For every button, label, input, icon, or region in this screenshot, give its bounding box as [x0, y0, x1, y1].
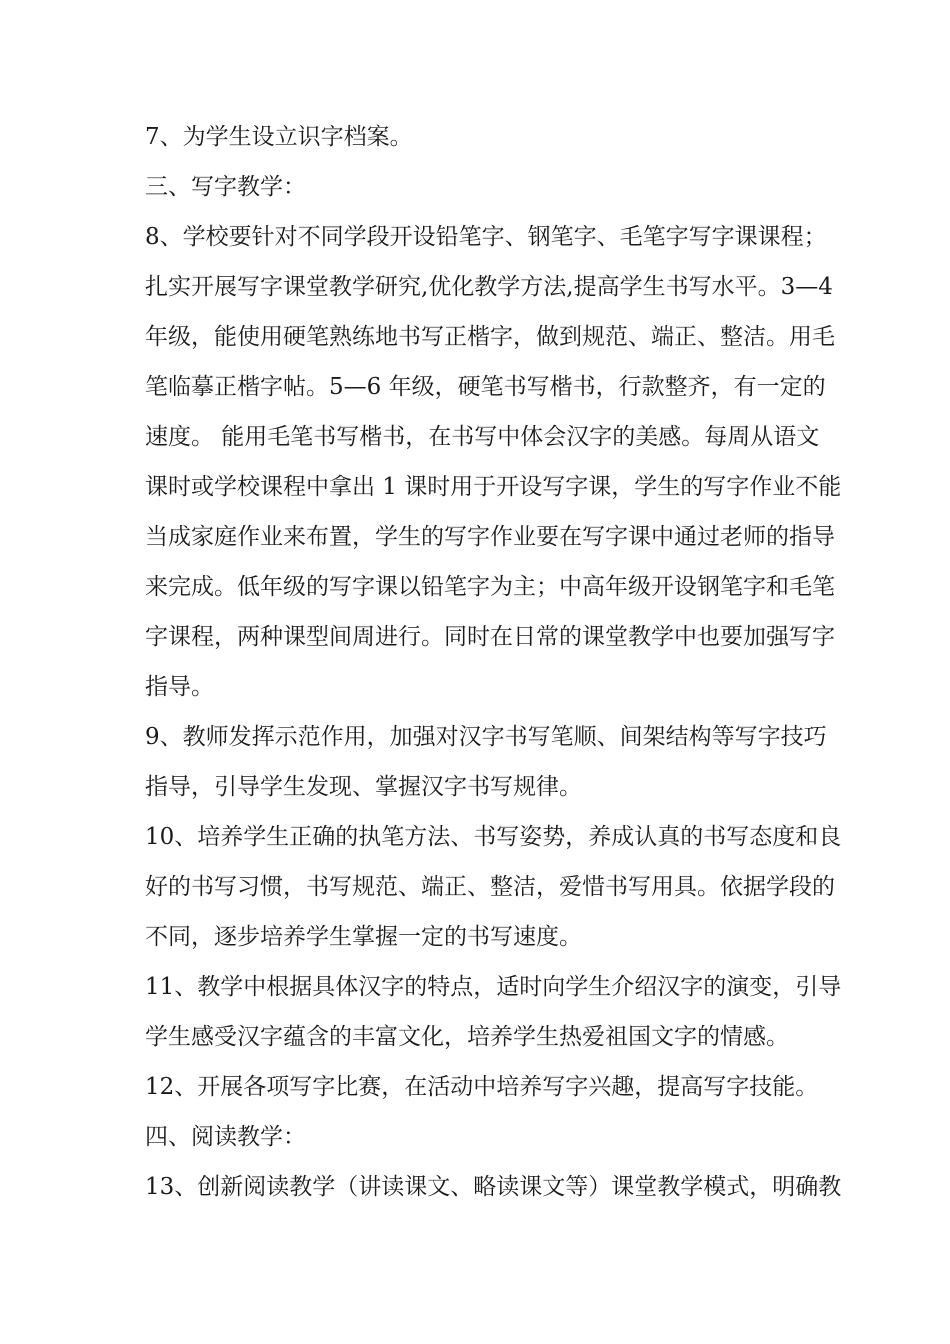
- text-line: 来完成。低年级的写字课以铅笔字为主；中高年级开设钢笔字和毛笔: [145, 574, 835, 600]
- text-line: 指导。: [145, 674, 214, 700]
- section-heading: 三、写字教学：: [145, 174, 306, 200]
- text-line: 13、创新阅读教学（讲读课文、略读课文等）课堂教学模式，明确教: [145, 1174, 842, 1200]
- text-line: 年级，能使用硬笔熟练地书写正楷字，做到规范、端正、整洁。用毛: [145, 324, 835, 350]
- text-line: 8、学校要针对不同学段开设铅笔字、钢笔字、毛笔字写字课课程；: [145, 224, 827, 250]
- text-line: 9、教师发挥示范作用，加强对汉字书写笔顺、间架结构等写字技巧: [145, 724, 827, 750]
- text-line: 10、培养学生正确的执笔方法、书写姿势，养成认真的书写态度和良: [145, 824, 842, 850]
- text-line: 扎实开展写字课堂教学研究,优化教学方法,提高学生书写水平。3—4: [145, 274, 833, 300]
- text-line: 当成家庭作业来布置，学生的写字作业要在写字课中通过老师的指导: [145, 524, 835, 550]
- text-line: 好的书写习惯，书写规范、端正、整洁，爱惜书写用具。依据学段的: [145, 874, 835, 900]
- text-line: 12、开展各项写字比赛，在活动中培养写字兴趣，提高写字技能。: [145, 1074, 819, 1100]
- text-line: 笔临摹正楷字帖。5—6 年级，硬笔书写楷书，行款整齐，有一定的: [145, 374, 826, 400]
- text-line: 字课程，两种课型间周进行。同时在日常的课堂教学中也要加强写字: [145, 624, 835, 650]
- text-line: 指导，引导学生发现、掌握汉字书写规律。: [145, 774, 582, 800]
- text-line: 学生感受汉字蕴含的丰富文化，培养学生热爱祖国文字的情感。: [145, 1024, 789, 1050]
- text-line: 不同，逐步培养学生掌握一定的书写速度。: [145, 924, 582, 950]
- section-heading: 四、阅读教学：: [145, 1124, 306, 1150]
- text-line: 课时或学校课程中拿出 1 课时用于开设写字课，学生的写字作业不能: [145, 474, 842, 500]
- text-line: 速度。 能用毛笔书写楷书，在书写中体会汉字的美感。每周从语文: [145, 424, 820, 450]
- text-line: 7、为学生设立识字档案。: [145, 124, 413, 150]
- text-line: 11、教学中根据具体汉字的特点，适时向学生介绍汉字的演变，引导: [145, 974, 842, 1000]
